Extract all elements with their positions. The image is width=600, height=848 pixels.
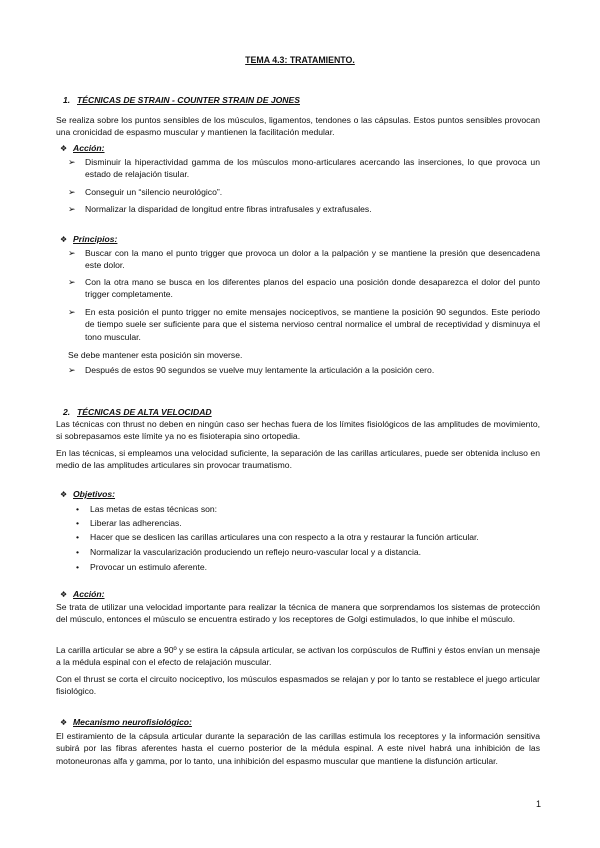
- section-1-note: Se debe mantener esta posición sin moverse.: [68, 350, 243, 360]
- list-item: [76, 503, 540, 515]
- list-item: [68, 156, 540, 181]
- arrow-bullet-icon: ➢: [68, 365, 76, 375]
- accion-2-label: Acción:: [73, 589, 105, 599]
- list-item-text: Liberar las adherencias.: [90, 518, 182, 528]
- section-2-intro-2: En las técnicas, si empleamos una velocidad suficiente, la separación de las carillas articulares, puede ser obtenida incluso en medio de las amplitudes articulares sin provocar traumatismo.: [56, 448, 540, 471]
- bullet-icon: •: [76, 547, 80, 557]
- mecanismo-heading: [60, 716, 192, 729]
- list-item: [68, 276, 540, 301]
- mecanismo-paragraph: El estiramiento de la cápsula articular durante la separación de las carillas estimula los receptores y la información sensitiva subirá por las fibras aferentes hasta el cuerno posterior de la médula espinal. A este nivel habrá una inhibición de las motoneuronas alfa y gamma, por lo tanto, una inhibición del espasmo muscular que mantiene la disfunción articular.: [56, 731, 540, 766]
- list-item-text: Las metas de estas técnicas son:: [90, 504, 218, 514]
- bullet-icon: •: [76, 504, 80, 514]
- mecanismo-label: Mecanismo neurofisiológico:: [73, 717, 192, 727]
- bullet-icon: •: [76, 532, 80, 542]
- bullet-icon: •: [76, 562, 80, 572]
- accion-2-heading: [60, 588, 105, 601]
- accion-2-paragraph-2: La carilla articular se abre a 90º y se estira la cápsula articular, se activan los corpúsculos de Ruffini y éstos envían un mensaje a la médula espinal con el efecto de relajación muscular.: [56, 645, 541, 668]
- diamond-bullet-icon: ❖: [60, 718, 68, 727]
- arrow-bullet-icon: ➢: [68, 248, 76, 258]
- principios-label: Principios:: [73, 234, 118, 244]
- diamond-bullet-icon: ❖: [60, 590, 68, 599]
- arrow-bullet-icon: ➢: [68, 157, 76, 167]
- list-item: [68, 247, 540, 272]
- section-2-number: 2.: [63, 407, 71, 417]
- list-item: [76, 531, 540, 543]
- list-item: [68, 364, 540, 376]
- principios-heading: [60, 233, 117, 246]
- section-2-title: TÉCNICAS DE ALTA VELOCIDAD: [77, 407, 212, 417]
- list-item-text: Normalizar la disparidad de longitud entre fibras intrafusales y extrafusales.: [85, 204, 372, 214]
- list-item-text: Con la otra mano se busca en los diferentes planos del espacio una posición donde desaparezca el dolor del punto trigger completamente.: [85, 277, 540, 300]
- list-item: [76, 546, 540, 558]
- list-item-text: Después de estos 90 segundos se vuelve muy lentamente la articulación a la posición cero.: [85, 365, 435, 375]
- list-item: [76, 561, 540, 573]
- accion-1-label: Acción:: [73, 143, 105, 153]
- diamond-bullet-icon: ❖: [60, 235, 68, 244]
- list-item: [68, 203, 540, 215]
- list-item-text: En esta posición el punto trigger no emite mensajes nociceptivos, se mantiene la posición 90 segundos. Este periodo de tiempo suele ser suficiente para que el sistema nervioso central normalice el umbral de receptividad y disminuya el tono muscular.: [85, 307, 540, 342]
- diamond-bullet-icon: ❖: [60, 490, 68, 499]
- bullet-icon: •: [76, 518, 80, 528]
- arrow-bullet-icon: ➢: [68, 187, 76, 197]
- list-item: [76, 517, 540, 529]
- page-number: 1: [536, 799, 542, 809]
- accion-2-paragraph-3: Con el thrust se corta el circuito nociceptivo, los músculos espasmados se relajan y por lo tanto se restablece el juego articular fisiológico.: [56, 674, 540, 697]
- list-item: [68, 306, 540, 343]
- section-2-intro-1: Las técnicas con thrust no deben en ningún caso ser hechas fuera de los límites fisiológicos de las amplitudes de movimiento, si sobrepasamos este límite ya no es fisioterapia sino ortopedia.: [56, 419, 540, 442]
- list-item-text: Buscar con la mano el punto trigger que provoca un dolor a la palpación y se mantiene la presión que desencadena este dolor.: [85, 248, 540, 271]
- section-1-title: TÉCNICAS DE STRAIN - COUNTER STRAIN DE JONES: [77, 95, 300, 105]
- page-title: TEMA 4.3: TRATAMIENTO.: [245, 55, 355, 65]
- list-item-text: Normalizar la vascularización produciendo un reflejo neuro-vascular local y a distancia.: [90, 547, 422, 557]
- list-item-text: Hacer que se deslicen las carillas articulares una con respecto a la otra y restaurar la función articular.: [90, 532, 479, 542]
- arrow-bullet-icon: ➢: [68, 277, 76, 287]
- section-2-heading: [63, 406, 212, 418]
- objetivos-heading: [60, 488, 115, 501]
- diamond-bullet-icon: ❖: [60, 144, 68, 153]
- accion-1-heading: [60, 142, 105, 155]
- accion-2-paragraph-1: Se trata de utilizar una velocidad importante para realizar la técnica de manera que sorprendamos los sistemas de protección del músculo, entonces el músculo se encuentra estirado y los receptores de Golgi estimulados, lo que inhibe el músculo.: [56, 602, 540, 625]
- list-item-text: Conseguir un “silencio neurológico”.: [85, 187, 223, 197]
- section-1-number: 1.: [63, 95, 71, 105]
- arrow-bullet-icon: ➢: [68, 204, 76, 214]
- section-1-intro: Se realiza sobre los puntos sensibles de los músculos, ligamentos, tendones o las cápsulas. Estos puntos sensibles provocan una cronicidad de espasmo muscular y mantienen la facilitación medular.: [56, 115, 540, 138]
- section-1-heading: [63, 94, 300, 106]
- arrow-bullet-icon: ➢: [68, 307, 76, 317]
- list-item-text: Disminuir la hiperactividad gamma de los músculos mono-articulares acercando las inserciones, lo que provoca un estado de relajación tisular.: [85, 157, 540, 180]
- list-item: [68, 186, 540, 198]
- list-item-text: Provocar un estimulo aferente.: [90, 562, 208, 572]
- objetivos-label: Objetivos:: [73, 489, 116, 499]
